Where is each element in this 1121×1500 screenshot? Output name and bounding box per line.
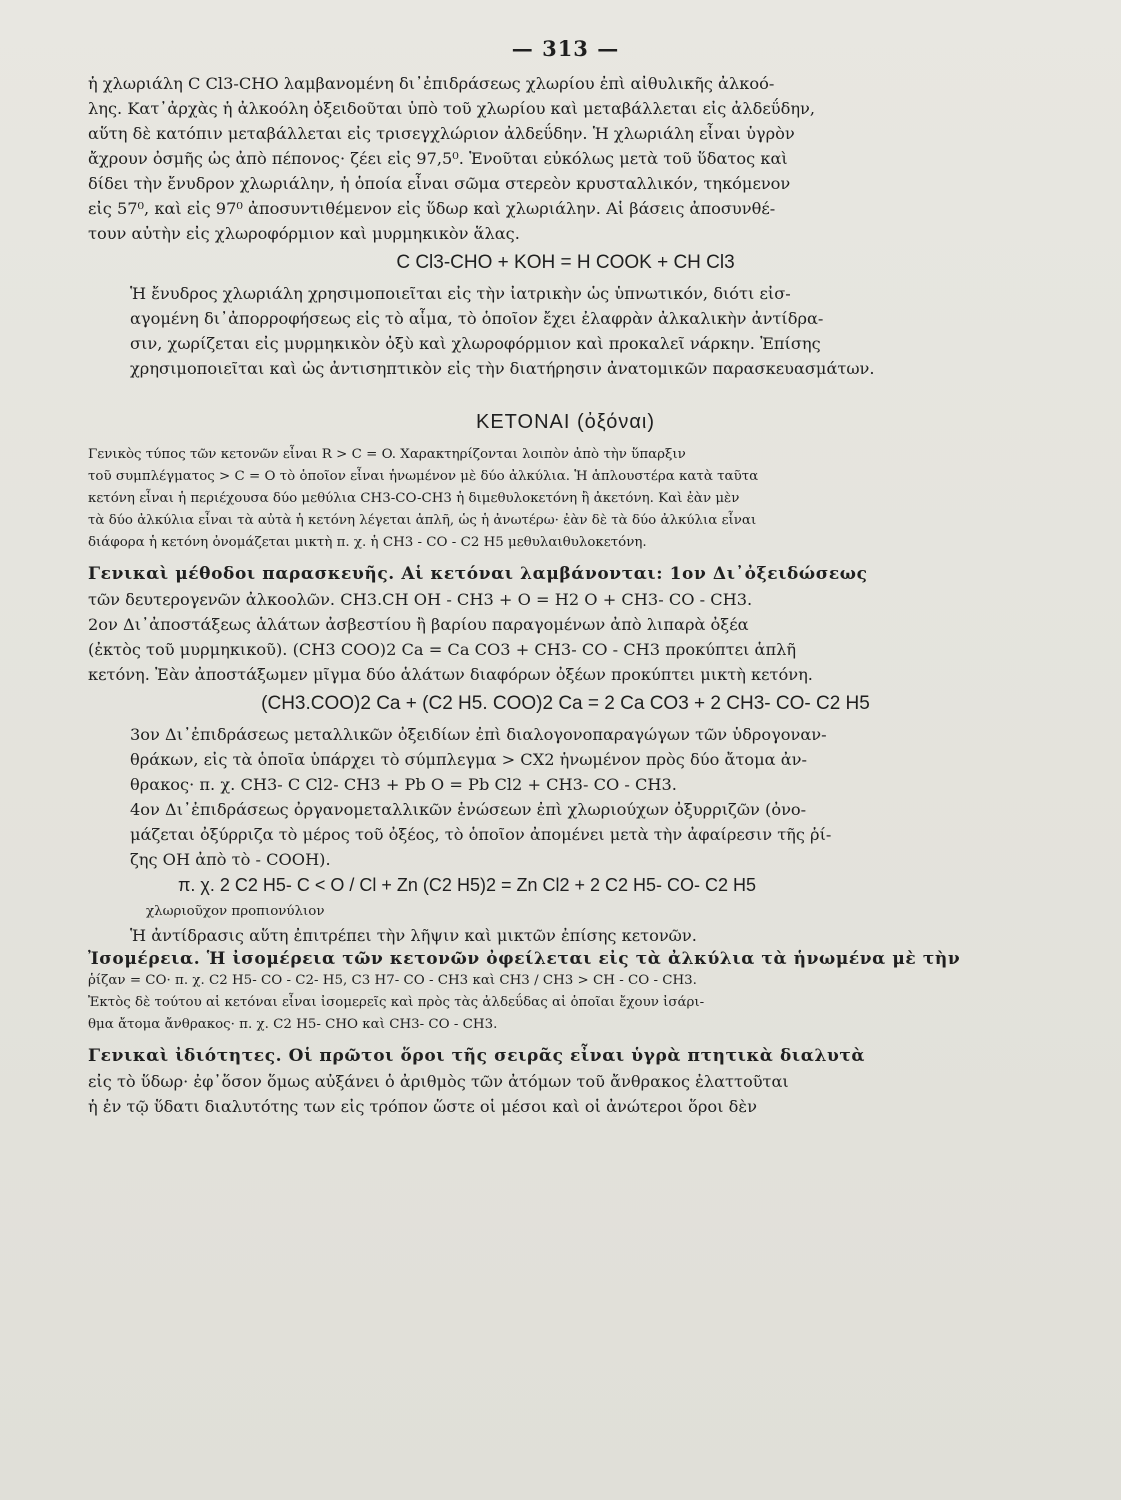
text-line: 4ον Δι᾽ἐπιδράσεως ὀργανομεταλλικῶν ἑνώσεων ἐπὶ χλωριούχων ὀξυρριζῶν (ὀνο- <box>130 800 807 819</box>
text-line: κετόνη εἶναι ἡ περιέχουσα δύο μεθύλια CH3-CO-CH3 ἡ διμεθυλοκετόνη ἢ ἀκετόνη. Καὶ ἐὰν μὲν <box>88 491 740 506</box>
paragraph-chloral <box>88 71 1043 246</box>
text-line: ἄχρουν ὀσμῆς ὡς ἀπὸ πέπονος· ζέει εἰς 97,5⁰. Ἑνοῦται εὐκόλως μετὰ τοῦ ὕδατος καὶ <box>88 149 788 168</box>
formula-acetates: (CH3.COO)2 Ca + (C2 H5. COO)2 Ca = 2 Ca CO3 + 2 CH3- CO- C2 H5 <box>261 693 870 714</box>
text-line: τουν αὐτὴν εἰς χλωροφόρμιον καὶ μυρμηκικὸν ἅλας. <box>88 224 520 243</box>
paragraph-methods <box>88 562 1043 687</box>
text-line: χρησιμοποιεῖται καὶ ὡς ἀντισηπτικὸν εἰς τὴν διατήρησιν ἀνατομικῶν παρασκευασμάτων. <box>130 359 875 378</box>
paragraph-properties <box>88 1044 1043 1119</box>
paragraph-method-3 <box>88 722 1043 797</box>
text-line: Γενικαὶ μέθοδοι παρασκευῆς. Αἱ κετόναι λαμβάνονται: 1ον Δι᾽ὀξειδώσεως <box>88 564 868 584</box>
text-line: αγομένη δι᾽ἀπορροφήσεως εἰς τὸ αἷμα, τὸ ὁποῖον ἔχει ἐλαφρὰν ἀλκαλικὴν ἀντίδρα- <box>130 309 824 328</box>
text-line: αὕτη δὲ κατόπιν μεταβάλλεται εἰς τρισεγχλώριον ἀλδεΰδην. Ἡ χλωριάλη εἶναι ὑγρὸν <box>88 124 795 143</box>
text-line: ἡ ἐν τῷ ὕδατι διαλυτότης των εἰς τρόπον ὥστε οἱ μέσοι καὶ οἱ ἀνώτεροι ὅροι δὲν <box>88 1097 757 1116</box>
text-line: ῥίζαν = CO· π. χ. C2 H5- CO - C2- H5, C3 H7- CO - CH3 καὶ CH3 / CH3 > CH - CO - CH3. <box>88 973 697 988</box>
text-line: τῶν δευτερογενῶν ἀλκοολῶν. CH3.CH OH - CH3 + O = H2 O + CH3- CO - CH3. <box>88 590 753 609</box>
text-line: δίδει τὴν ἔνυδρον χλωριάλην, ἡ ὁποία εἶναι σῶμα στερεὸν κρυσταλλικόν, τηκόμενον <box>88 174 791 193</box>
text-line: 2ον Δι᾽ἀποστάξεως ἁλάτων ἀσβεστίου ἢ βαρίου παραγομένων ἀπὸ λιπαρὰ ὀξέα <box>88 615 749 634</box>
reaction-note: Ἡ ἀντίδρασις αὕτη ἐπιτρέπει τὴν λῆψιν καὶ μικτῶν ἐπίσης κετονῶν. <box>130 926 697 945</box>
formula-propionyl-chloride: π. χ. 2 C2 H5- C < O / Cl + Zn (C2 H5)2 = Zn Cl2 + 2 C2 H5- CO- C2 H5 <box>178 875 757 895</box>
text-line: εἰς 57⁰, καὶ εἰς 97⁰ ἀποσυντιθέμενον εἰς ὕδωρ καὶ χλωριάλην. Αἱ βάσεις ἀποσυνθέ- <box>88 199 776 218</box>
text-line: Γενικὸς τύπος τῶν κετονῶν εἶναι R > C = O. Χαρακτηρίζονται λοιπὸν ἀπὸ τὴν ὕπαρξιν <box>88 447 686 462</box>
text-line: λης. Κατ᾽ἀρχὰς ἡ ἀλκοόλη ὀξειδοῦται ὑπὸ τοῦ χλωρίου καὶ μεταβάλλεται εἰς ἀλδεΰδην, <box>88 99 816 118</box>
text-line: Γενικαὶ ἰδιότητες. Οἱ πρῶτοι ὅροι τῆς σειρᾶς εἶναι ὑγρὰ πτητικὰ διαλυτὰ <box>88 1046 866 1066</box>
text-line: τὰ δύο ἀλκύλια εἶναι τὰ αὐτὰ ἡ κετόνη λέγεται ἁπλῆ, ὡς ἡ ἀνωτέρω· ἐὰν δὲ τὰ δύο ἀλκύλια εἶναι <box>88 513 757 528</box>
text-line: θμα ἄτομα ἄνθρακος· π. χ. C2 H5- CHO καὶ CH3- CO - CH3. <box>88 1017 498 1032</box>
formula-label: χλωριοῦχον προπιονύλιον <box>146 904 325 919</box>
spacer <box>88 554 1043 562</box>
section-title-ketones: ΚΕΤΟΝΑΙ (ὀξόναι) <box>476 411 655 433</box>
text-line: σιν, χωρίζεται εἰς μυρμηκικὸν ὀξὺ καὶ χλωροφόρμιον καὶ προκαλεῖ νάρκην. Ἐπίσης <box>130 334 821 353</box>
text-line: θρακος· π. χ. CH3- C Cl2- CH3 + Pb O = Pb Cl2 + CH3- CO - CH3. <box>130 775 677 794</box>
text-line: (ἐκτὸς τοῦ μυρμηκικοῦ). (CH3 COO)2 Ca = Ca CO3 + CH3- CO - CH3 προκύπτει ἁπλῆ <box>88 640 797 659</box>
text-line: τοῦ συμπλέγματος > C = O τὸ ὁποῖον εἶναι ἡνωμένον μὲ δύο ἀλκύλια. Ἡ ἁπλουστέρα κατὰ ταῦτα <box>88 469 759 484</box>
text-line: 3ον Δι᾽ἐπιδράσεως μεταλλικῶν ὀξειδίων ἐπὶ διαλογονοπαραγώγων τῶν ὑδρογοναν- <box>130 725 827 744</box>
page-number: — 313 — <box>511 36 620 61</box>
text-line: Ἡ ἔνυδρος χλωριάλη χρησιμοποιεῖται εἰς τὴν ἰατρικὴν ὡς ὑπνωτικόν, διότι εἰσ- <box>130 284 791 303</box>
text-line: μάζεται ὀξύρριζα τὸ μέρος τοῦ ὀξέος, τὸ ὁποῖον ἀπομένει μετὰ τὴν ἀφαίρεσιν τῆς ῥί- <box>130 825 832 844</box>
paragraph-isomerism <box>88 948 1043 1036</box>
text-line: θράκων, εἰς τὰ ὁποῖα ὑπάρχει τὸ σύμπλεγμα > CX2 ἡνωμένον πρὸς δύο ἄτομα ἀν- <box>130 750 807 769</box>
paragraph-general-type <box>88 444 1043 554</box>
paragraph-method-4 <box>88 797 1043 872</box>
text-line: Ἰσομέρεια. Ἡ ἰσομέρεια τῶν κετονῶν ὀφείλεται εἰς τὰ ἀλκύλια τὰ ἡνωμένα μὲ τὴν <box>88 949 961 969</box>
text-line: ζης OH ἀπὸ τὸ - COOH). <box>130 850 331 869</box>
text-line: Ἐκτὸς δὲ τούτου αἱ κετόναι εἶναι ἰσομερεῖς καὶ πρὸς τὰς ἀλδεΰδας αἱ ὁποῖαι ἔχουν ἰσάρι- <box>88 995 705 1010</box>
spacer <box>88 1036 1043 1044</box>
formula-chloral-koh: C Cl3-CHO + KOH = H COOK + CH Cl3 <box>396 252 735 273</box>
text-line: εἰς τὸ ὕδωρ· ἐφ᾽ὅσον ὅμως αὐξάνει ὁ ἀριθμὸς τῶν ἀτόμων τοῦ ἄνθρακος ἐλαττοῦται <box>88 1072 789 1091</box>
text-line: κετόνη. Ἐὰν ἀποστάξωμεν μῖγμα δύο ἁλάτων διαφόρων ὀξέων προκύπτει μικτὴ κετόνη. <box>88 665 813 684</box>
text-line: ἡ χλωριάλη C Cl3-CHO λαμβανομένη δι᾽ἐπιδράσεως χλωρίου ἐπὶ αἰθυλικῆς ἀλκοό- <box>88 74 775 93</box>
text-line: διάφορα ἡ κετόνη ὀνομάζεται μικτὴ π. χ. ἡ CH3 - CO - C2 H5 μεθυλαιθυλοκετόνη. <box>88 535 647 550</box>
paragraph-hydrated-chloral <box>88 281 1043 381</box>
